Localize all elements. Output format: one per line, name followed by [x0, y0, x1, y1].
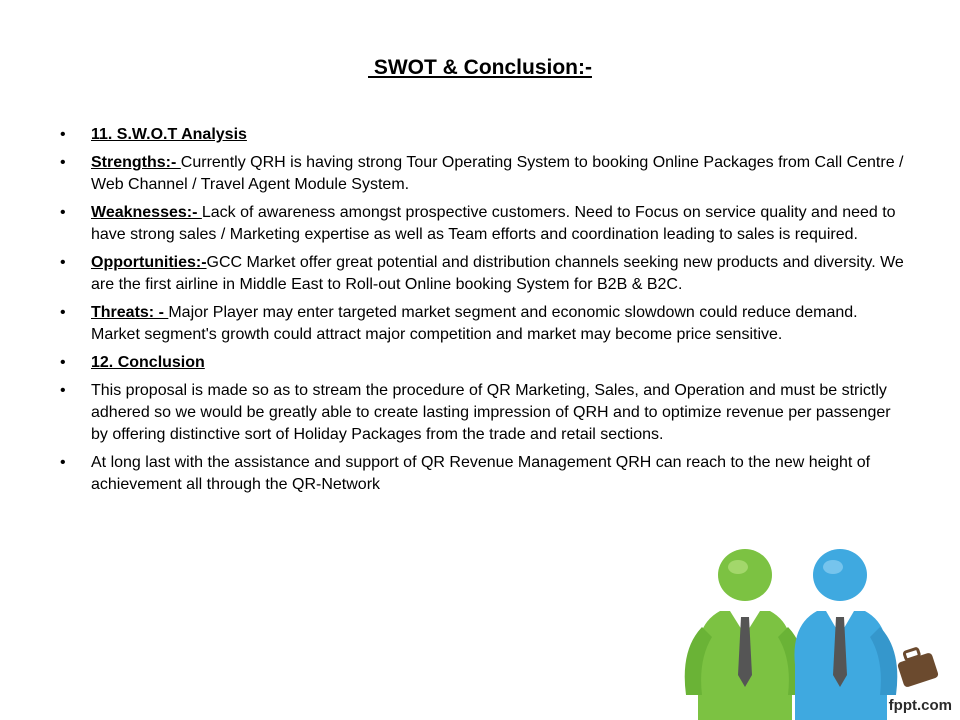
bullet-conclusion-text: [60, 380, 905, 446]
bullet-label: Strengths:-: [91, 154, 181, 171]
bullet-conclusion-heading: [60, 352, 905, 374]
green-person-icon: [685, 549, 806, 720]
bullet-text: At long last with the assistance and support of QR Revenue Management QRH can reach to the new height of achievement all through the QR-Network: [91, 454, 871, 493]
briefcase-icon: [897, 648, 939, 688]
blue-person-icon: [794, 549, 897, 720]
bullet-list: [60, 124, 905, 502]
bullet-swot-heading: [60, 124, 905, 146]
bullet-text: Major Player may enter targeted market segment and economic slowdown could reduce demand. Market segment's growth could attract major competition and market may become price sensitive.: [91, 304, 858, 343]
bullet-label: 11. S.W.O.T Analysis: [91, 126, 247, 143]
bullet-text: GCC Market offer great potential and distribution channels seeking new products and diversity. We are the first airline in Middle East to Roll-out Online booking System for B2B & B2C.: [91, 254, 904, 293]
bullet-closing-text: [60, 452, 905, 496]
bullet-label: Opportunities:-: [91, 254, 207, 271]
bullet-threats: [60, 302, 905, 346]
bullet-label: Weaknesses:-: [91, 204, 202, 221]
bullet-label: Threats: -: [91, 304, 169, 321]
slide-title: SWOT & Conclusion:-: [368, 56, 592, 79]
fppt-logo: fppt.com: [888, 697, 952, 714]
bullet-text: This proposal is made so as to stream the procedure of QR Marketing, Sales, and Operation and must be strictly adhered so we would be greatly able to create lasting impression of QRH and to optimize revenue per passenger by offering distinctive sort of Holiday Packages from the trade and retail sections.: [91, 382, 891, 443]
bullet-text: Currently QRH is having strong Tour Operating System to booking Online Packages from Call Centre / Web Channel / Travel Agent Module System.: [91, 154, 904, 193]
business-people-illustration: [660, 545, 960, 720]
bullet-text: Lack of awareness amongst prospective customers. Need to Focus on service quality and need to have strong sales / Marketing expertise as well as Team efforts and coordination leading to sales is required.: [91, 204, 896, 243]
bullet-opportunities: [60, 252, 905, 296]
bullet-strengths: [60, 152, 905, 196]
bullet-weaknesses: [60, 202, 905, 246]
bullet-label: 12. Conclusion: [91, 354, 205, 371]
